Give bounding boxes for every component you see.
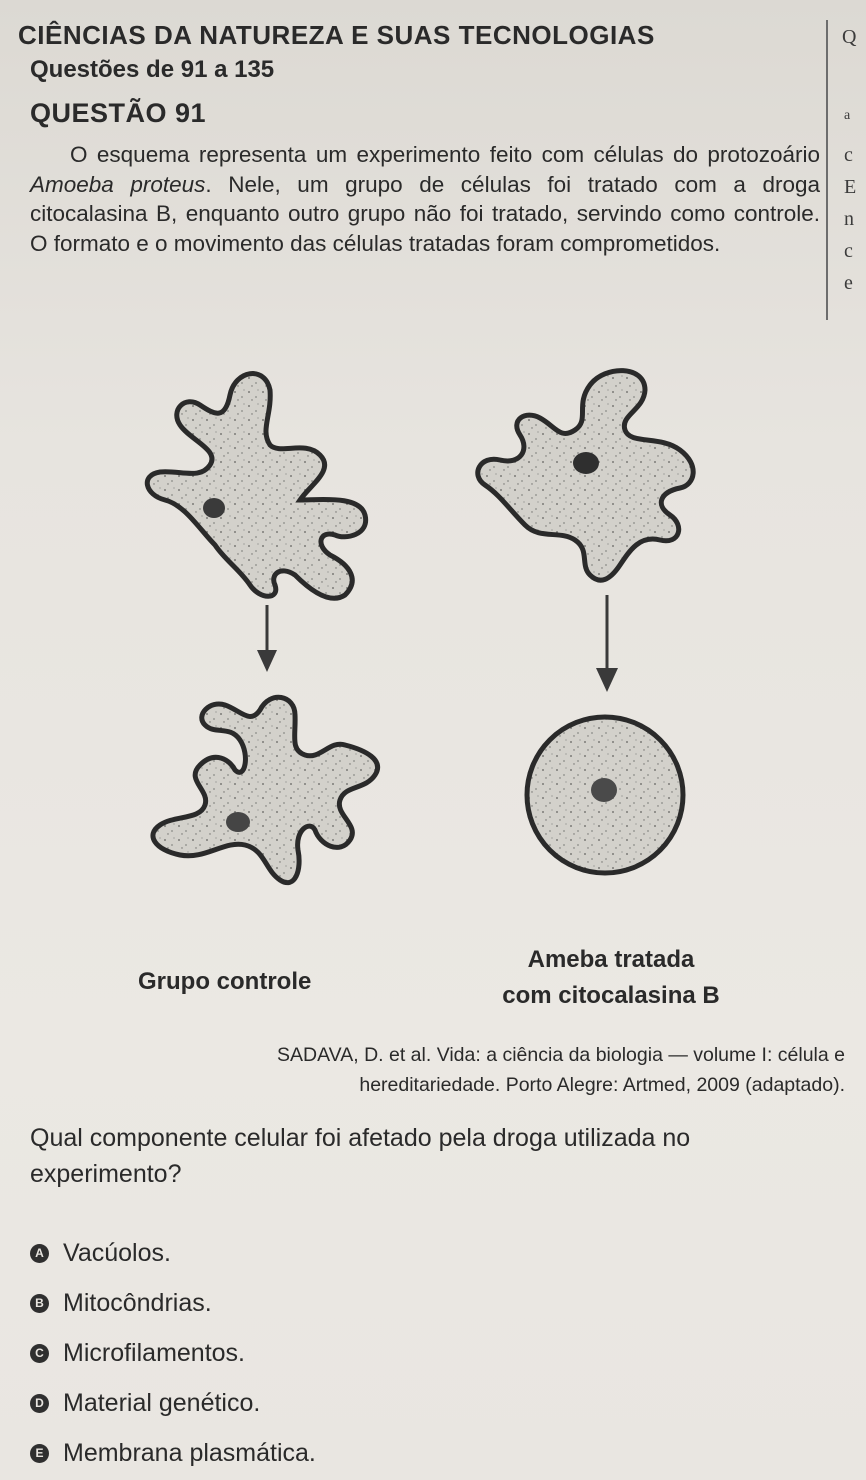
source-citation [30, 1040, 845, 1100]
option-text: Membrana plasmática. [63, 1438, 316, 1467]
citation-line: hereditariedade. Porto Alegre: Artmed, 2009 (adaptado). [359, 1074, 845, 1096]
stem-text: O esquema representa um experimento feito com células do protozoário [70, 142, 820, 167]
margin-letter: c [844, 144, 853, 166]
margin-letter: n [844, 208, 854, 230]
question-stem [30, 140, 820, 258]
option-text: Microfilamentos. [63, 1338, 245, 1367]
option-letter-badge: E [30, 1444, 49, 1463]
column-divider [826, 20, 828, 320]
margin-letter: c [844, 240, 853, 262]
margin-letter: e [844, 272, 853, 294]
question-range: Questões de 91 a 135 [30, 56, 275, 83]
label-control-group: Grupo controle [138, 968, 312, 995]
option-letter-badge: D [30, 1394, 49, 1413]
option-text: Mitocôndrias. [63, 1288, 212, 1317]
option-d[interactable] [30, 1378, 830, 1428]
control-amoeba-after [153, 697, 378, 882]
option-c[interactable] [30, 1328, 830, 1378]
treated-amoeba-after [527, 717, 683, 873]
experiment-figure [120, 360, 760, 1020]
species-name: Amoeba proteus [30, 171, 206, 197]
option-e[interactable] [30, 1428, 830, 1478]
question-number: QUESTÃO 91 [30, 98, 207, 128]
label-treated-line: com citocalasina B [502, 982, 720, 1009]
option-text: Vacúolos. [63, 1238, 171, 1267]
option-text: Material genético. [63, 1388, 261, 1417]
label-treated-line: Ameba tratada [527, 946, 695, 973]
margin-letter: E [844, 176, 857, 198]
down-arrow-icon [257, 605, 277, 672]
next-column-fragment [836, 0, 866, 330]
down-arrow-icon [596, 595, 618, 692]
margin-letter: Q [842, 26, 857, 48]
option-letter-badge: A [30, 1244, 49, 1263]
option-letter-badge: C [30, 1344, 49, 1363]
option-a[interactable] [30, 1228, 830, 1278]
margin-letter: a [844, 108, 851, 123]
answer-options [30, 1228, 830, 1478]
section-title: CIÊNCIAS DA NATUREZA E SUAS TECNOLOGIAS [18, 20, 655, 50]
citation-line: SADAVA, D. et al. Vida: a ciência da biologia — volume I: célula e [277, 1044, 845, 1066]
stem-text: . Nele, um grupo de células foi tratado com a droga citocalasina B, enquanto outro grupo não foi tratado, servindo como controle. O formato e o movimento das células tratadas foram comprometidos. [30, 171, 820, 256]
label-treated-group [466, 942, 756, 1014]
option-letter-badge: B [30, 1294, 49, 1313]
treated-amoeba-before [478, 371, 693, 581]
control-amoeba-before [147, 374, 365, 599]
option-b[interactable] [30, 1278, 830, 1328]
question-prompt: Qual componente celular foi afetado pela droga utilizada no experimento? [30, 1124, 691, 1188]
